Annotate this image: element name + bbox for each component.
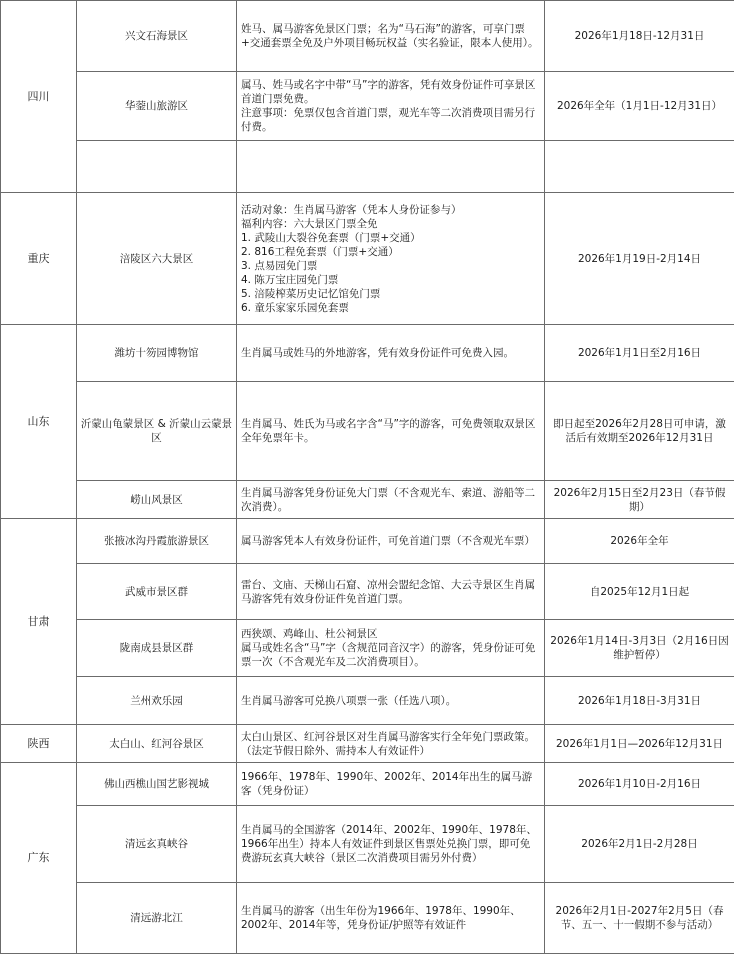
policy-description: 生肖属马游客凭身份证免大门票（不含观光车、索道、游船等二次消费）。 [237, 481, 545, 519]
attraction-name: 佛山西樵山国艺影视城 [77, 763, 237, 806]
policy-description: 生肖属马的全国游客（2014年、2002年、1990年、1978年、1966年出生）持本人有效证件到景区售票处兑换门票，即可免费游玩玄真大峡谷（景区二次消费项目需另外付费） [237, 806, 545, 883]
table-row [1, 193, 734, 325]
province-cell: 陕西 [1, 725, 77, 763]
attraction-name: 涪陵区六大景区 [77, 193, 237, 325]
valid-period: 2026年1月18日-3月31日 [545, 677, 734, 725]
province-cell: 广东 [1, 763, 77, 954]
policy-description: 生肖属马游客可兑换八项票一张（任选八项）。 [237, 677, 545, 725]
policy-description: 生肖属马或姓马的外地游客，凭有效身份证件可免费入园。 [237, 325, 545, 382]
valid-period: 2026年1月14日-3月3日（2月16日因维护暂停） [545, 620, 734, 677]
policy-description: 生肖属马、姓氏为马或名字含“马”字的游客，可免费领取双景区全年免票年卡。 [237, 382, 545, 481]
attraction-name: 陇南成县景区群 [77, 620, 237, 677]
valid-period: 2026年1月1日—2026年12月31日 [545, 725, 734, 763]
table-row [1, 806, 734, 883]
empty-cell [545, 141, 734, 193]
table-row [1, 763, 734, 806]
attraction-name: 太白山、红河谷景区 [77, 725, 237, 763]
valid-period: 2026年全年（1月1日-12月31日） [545, 72, 734, 141]
attraction-name: 崂山风景区 [77, 481, 237, 519]
table-row [1, 519, 734, 564]
province-cell: 山东 [1, 325, 77, 519]
policy-description: 1966年、1978年、1990年、2002年、2014年出生的属马游客（凭身份证） [237, 763, 545, 806]
valid-period: 2026年1月18日-12月31日 [545, 1, 734, 72]
policy-description: 太白山景区、红河谷景区对生肖属马游客实行全年免门票政策。（法定节假日除外、需持本人有效证件） [237, 725, 545, 763]
attraction-name: 武威市景区群 [77, 564, 237, 620]
attraction-name: 张掖冰沟丹霞旅游景区 [77, 519, 237, 564]
policy-description: 姓马、属马游客免景区门票；名为“马石海”的游客，可享门票+交通套票全免及户外项目畅玩权益（实名验证，限本人使用）。 [237, 1, 545, 72]
attraction-name: 潍坊十笏园博物馆 [77, 325, 237, 382]
policy-description: 雷台、文庙、天梯山石窟、凉州会盟纪念馆、大云寺景区生肖属马游客凭有效身份证件免首道门票。 [237, 564, 545, 620]
table-row [1, 564, 734, 620]
attraction-name: 兰州欢乐园 [77, 677, 237, 725]
valid-period: 2026年全年 [545, 519, 734, 564]
table-row [1, 677, 734, 725]
table-row [1, 883, 734, 954]
empty-cell [237, 141, 545, 193]
valid-period: 2026年1月19日-2月14日 [545, 193, 734, 325]
province-cell: 甘肃 [1, 519, 77, 725]
attraction-name: 清远游北江 [77, 883, 237, 954]
valid-period: 2026年1月10日-2月16日 [545, 763, 734, 806]
table-row [1, 382, 734, 481]
attraction-name: 沂蒙山龟蒙景区 & 沂蒙山云蒙景区 [77, 382, 237, 481]
province-cell: 重庆 [1, 193, 77, 325]
policy-description: 属马游客凭本人有效身份证件，可免首道门票（不含观光车票） [237, 519, 545, 564]
table-row [1, 72, 734, 141]
attraction-name: 华蓥山旅游区 [77, 72, 237, 141]
valid-period: 2026年1月1日至2月16日 [545, 325, 734, 382]
attraction-name: 清远玄真峡谷 [77, 806, 237, 883]
policy-description: 活动对象：生肖属马游客（凭本人身份证参与） 福利内容：六大景区门票全免 1. 武陵山大裂谷免套票（门票+交通） 2. 816工程免套票（门票+交通） 3. 点易园免门票 4. 陈万宝庄园免门票 5. 涪陵榨菜历史记忆馆免门票 6. 童乐家家乐园免套票 [237, 193, 545, 325]
valid-period: 即日起至2026年2月28日可申请，激活后有效期至2026年12月31日 [545, 382, 734, 481]
table-row [1, 481, 734, 519]
table-row-empty [1, 141, 734, 193]
empty-cell [77, 141, 237, 193]
policy-description: 西狭颂、鸡峰山、杜公祠景区 属马或姓名含“马”字（含规范同音汉字）的游客，凭身份证可免票一次（不含观光车及二次消费项目）。 [237, 620, 545, 677]
policy-description: 生肖属马的游客（出生年份为1966年、1978年、1990年、2002年、2014年等，凭身份证/护照等有效证件 [237, 883, 545, 954]
table-row [1, 620, 734, 677]
valid-period: 2026年2月15日至2月23日（春节假期） [545, 481, 734, 519]
table-row [1, 725, 734, 763]
valid-period: 2026年2月1日-2027年2月5日（春节、五一、十一假期不参与活动） [545, 883, 734, 954]
policy-description: 属马、姓马或名字中带“马”字的游客，凭有效身份证件可享景区首道门票免费。 注意事项：免票仅包含首道门票，观光车等二次消费项目需另行付费。 [237, 72, 545, 141]
table-row [1, 325, 734, 382]
valid-period: 自2025年12月1日起 [545, 564, 734, 620]
province-cell: 四川 [1, 1, 77, 193]
valid-period: 2026年2月1日-2月28日 [545, 806, 734, 883]
attraction-name: 兴文石海景区 [77, 1, 237, 72]
table-row [1, 1, 734, 72]
